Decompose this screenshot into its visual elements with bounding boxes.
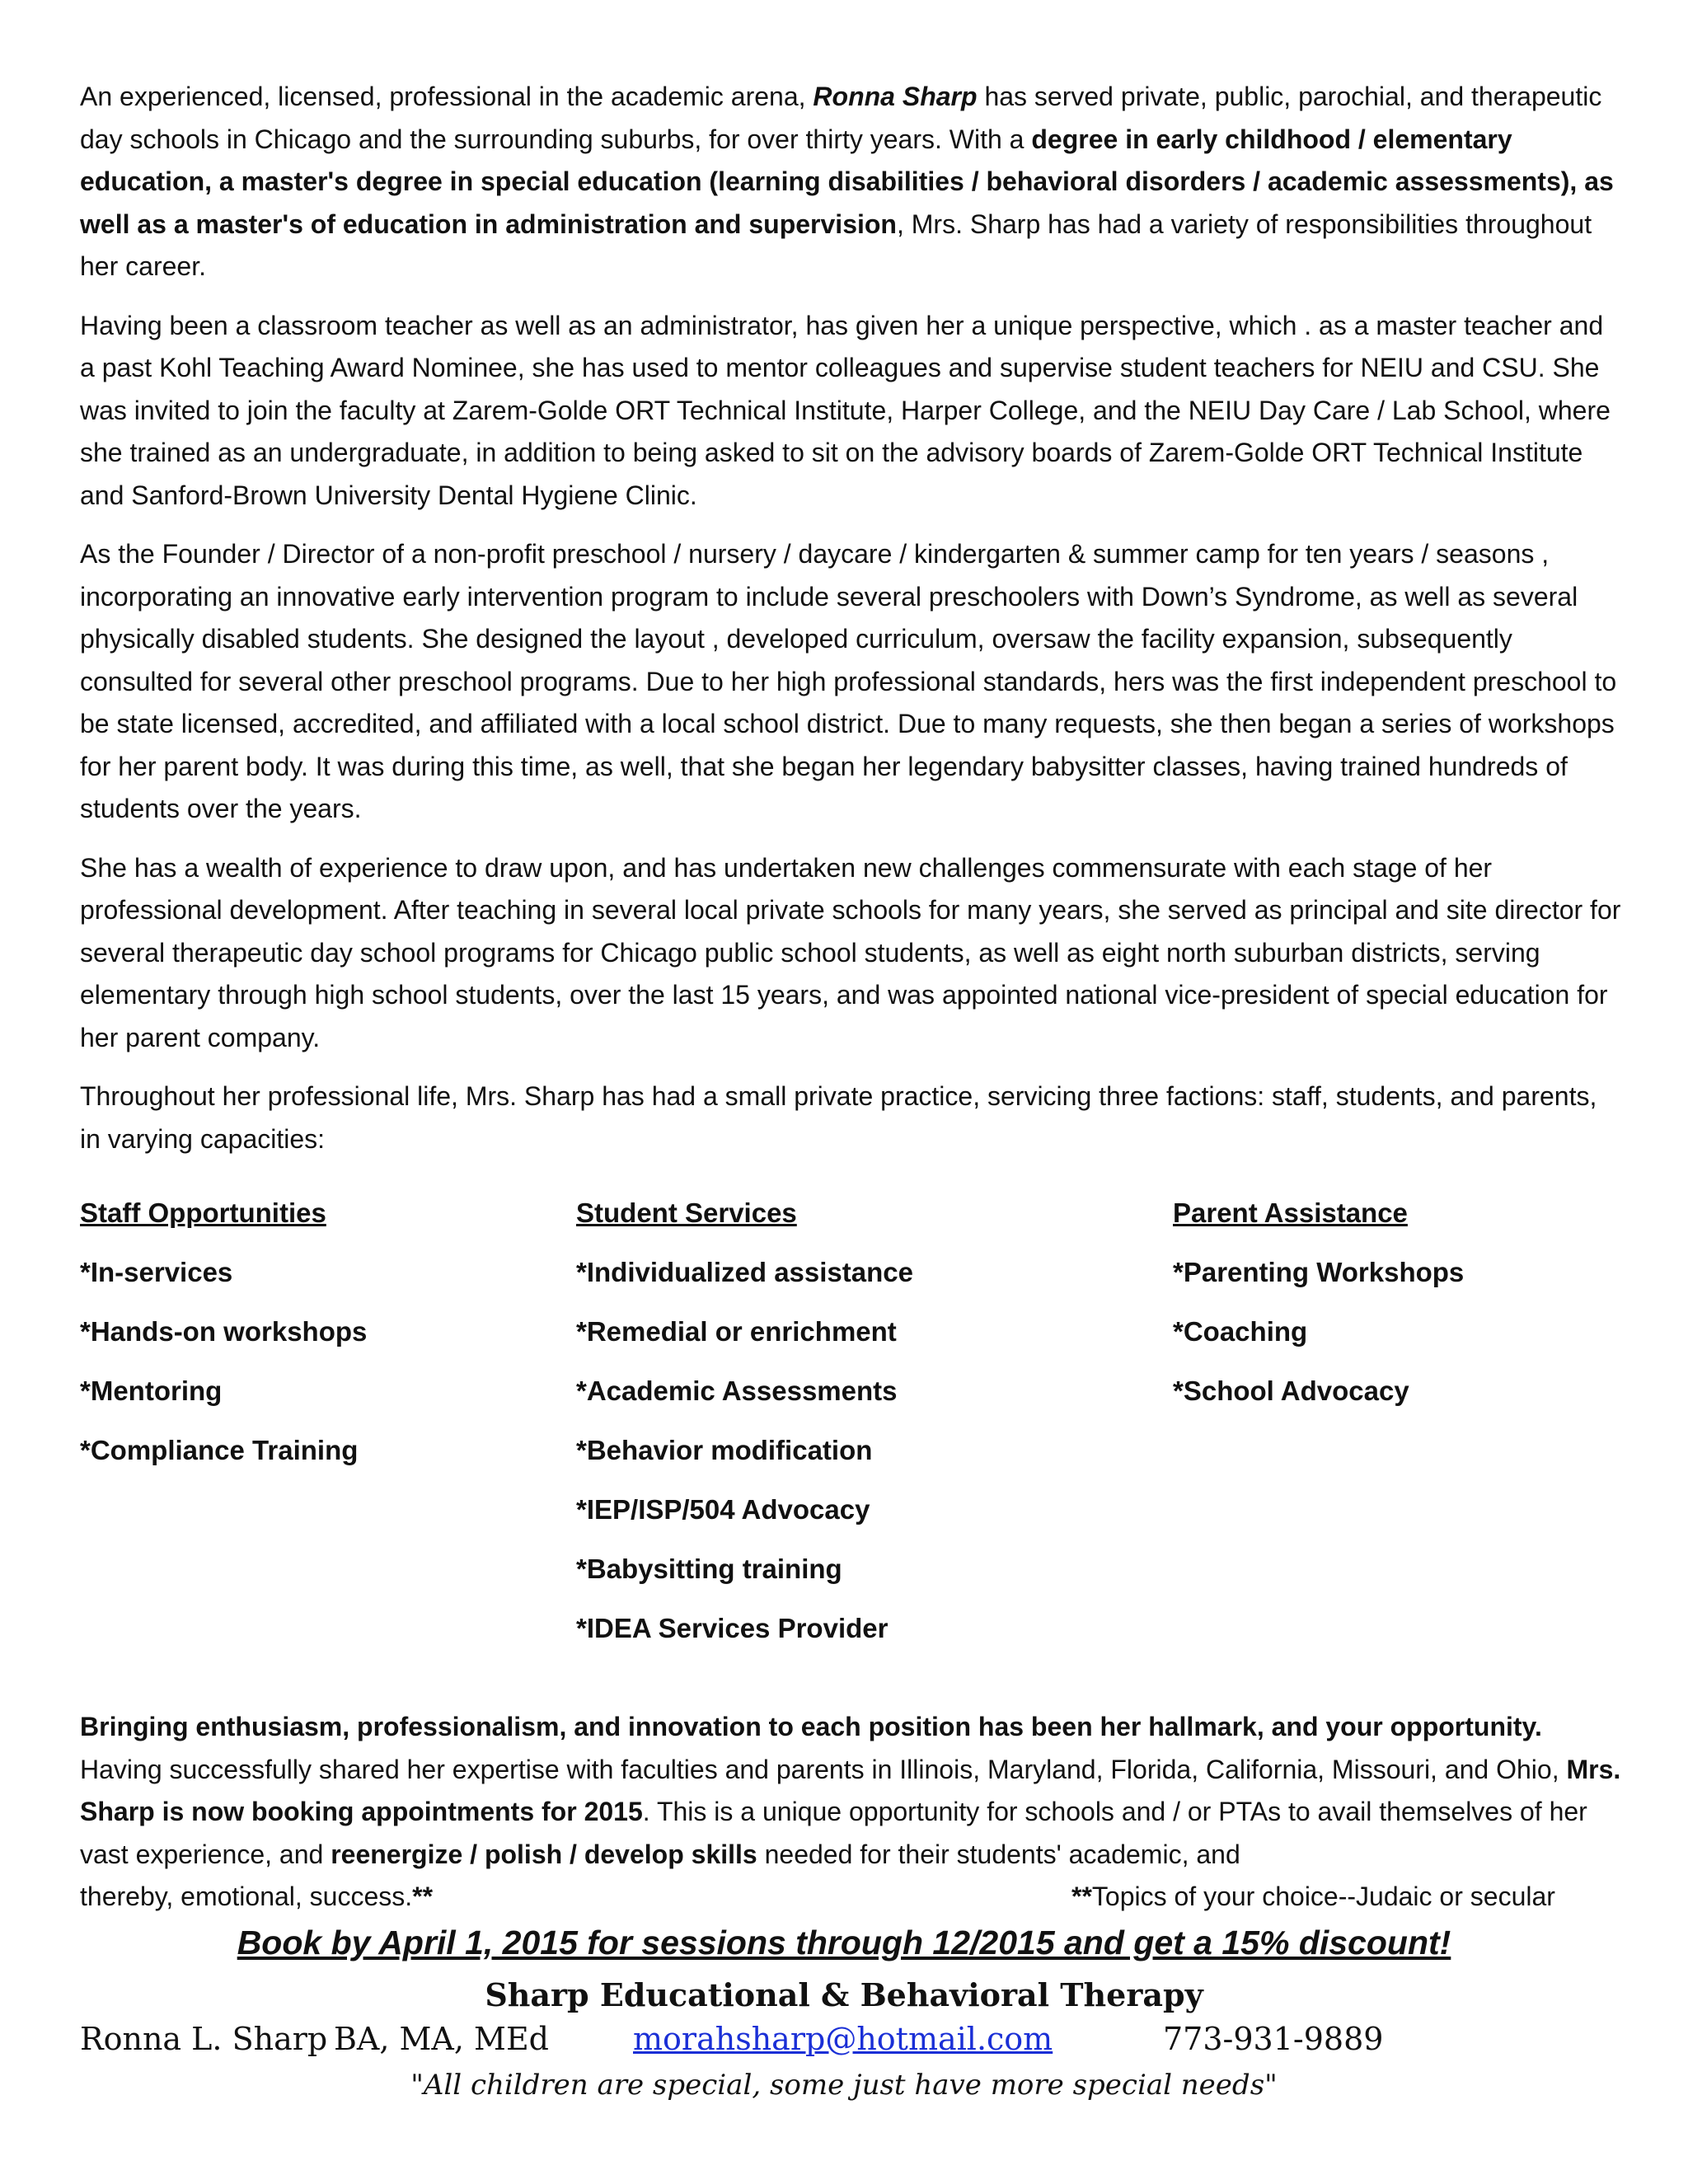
student-item: *IDEA Services Provider <box>576 1613 889 1643</box>
parent-column <box>1173 1197 1464 1434</box>
student-heading: Student Services <box>576 1197 797 1228</box>
practice-paragraph: Throughout her professional life, Mrs. Sharp has had a small private practice, servicing three factions: staff, students, and parents, in varying capacities: <box>80 1081 1597 1154</box>
topics-mark: ** <box>1071 1882 1092 1911</box>
student-item: *Babysitting training <box>576 1554 842 1584</box>
author-name: Ronna Sharp <box>813 82 978 111</box>
skills-text: reenergize / polish / develop skills <box>331 1839 757 1869</box>
intro-text-a: An experienced, licensed, professional in the academic arena, <box>80 82 814 111</box>
hallmark-text: Bringing enthusiasm, professionalism, and innovation to each position has been her hallmark, and your opportunity. <box>80 1712 1542 1741</box>
company-name: Sharp Educational & Behavioral Therapy <box>485 1976 1203 2013</box>
footnote-mark: ** <box>412 1882 434 1911</box>
closing-last-text: thereby, emotional, success. <box>80 1882 413 1911</box>
student-column <box>576 1197 913 1671</box>
student-item: *Remedial or enrichment <box>576 1316 897 1347</box>
intro-text-c: , Mrs. Sharp has had a variety of responsibilities throughout her career. <box>80 209 1592 281</box>
contact-name: Ronna L. Sharp <box>80 2021 328 2057</box>
student-item: *Academic Assessments <box>576 1376 898 1406</box>
document-body <box>80 76 1621 1919</box>
experience-paragraph: Having been a classroom teacher as well as an administrator, has given her a unique perspective, which . as a master teacher and a past Kohl Teaching Award Nominee, she has used to mentor colleagues and supervise student teachers for NEIU and CSU. She was invited to join the faculty at Zarem-Golde ORT Technical Institute, Harper College, and the NEIU Day Care / Lab School, where she trained as an undergraduate, in addition to being asked to sit on the advisory boards of Zarem-Golde ORT Technical Institute and Sanford-Brown University Dental Hygiene Clinic. <box>80 310 1611 510</box>
founder-paragraph: As the Founder / Director of a non-profit preschool / nursery / daycare / kindergarten & summer camp for ten years / seasons , incorporating an innovative early intervention program to include several preschoolers with Down’s Syndrome, as well as several physically disabled students. She designed the layout , developed curriculum, oversaw the facility expansion, subsequently consulted for several other preschool programs. Due to her high professional standards, hers was the first independent preschool to be state licensed, accredited, and affiliated with a local school district. Due to many requests, she then began a series of workshops for her parent body. It was during this time, as well, that she began her legendary babysitter classes, having trained hundreds of students over the years. <box>80 539 1617 823</box>
contact-credentials: BA, MA, MEd <box>334 2021 550 2057</box>
closing-text-b: . This is a unique opportunity for schools and / or PTAs to avail themselves of her vast experience, and <box>80 1797 1587 1869</box>
parent-heading: Parent Assistance <box>1173 1197 1408 1228</box>
closing-last-line <box>80 1876 1621 1919</box>
staff-item: *Hands-on workshops <box>80 1316 368 1347</box>
student-item: *Individualized assistance <box>576 1257 913 1287</box>
student-item: *Behavior modification <box>576 1435 873 1465</box>
staff-item: *Mentoring <box>80 1376 223 1406</box>
staff-column <box>80 1197 367 1493</box>
staff-heading: Staff Opportunities <box>80 1197 326 1228</box>
closing-paragraph <box>80 1706 1621 1919</box>
staff-item: *In-services <box>80 1257 233 1287</box>
email-link[interactable]: morahsharp@hotmail.com <box>633 2021 1053 2057</box>
booking-text: Mrs. Sharp is now booking appointments for 2015 <box>80 1754 1621 1826</box>
discount-offer: Book by April 1, 2015 for sessions through 12/2015 and get a 15% discount! <box>237 1924 1451 1961</box>
topics-text: Topics of your choice--Judaic or secular <box>1091 1882 1555 1911</box>
parent-item: *Parenting Workshops <box>1173 1257 1465 1287</box>
intro-paragraph <box>80 76 1621 288</box>
topics-note <box>1071 1876 1555 1919</box>
contact-phone: 773-931-9889 <box>1163 2021 1384 2057</box>
staff-item: *Compliance Training <box>80 1435 359 1465</box>
motto: "All children are special, some just have more special needs" <box>410 2069 1278 2102</box>
intro-text-b: has served private, public, parochial, and therapeutic day schools in Chicago and the surrounding suburbs, for over thirty years. With a <box>80 82 1602 154</box>
parent-item: *Coaching <box>1173 1316 1308 1347</box>
closing-text-a: Having successfully shared her expertise with faculties and parents in Illinois, Maryland, Florida, California, Missouri, and Ohio, <box>80 1754 1567 1784</box>
services-columns <box>80 1197 1621 1683</box>
student-item: *IEP/ISP/504 Advocacy <box>576 1494 870 1525</box>
degrees-text: degree in early childhood / elementary education, a master's degree in special education (learning disabilities / behavioral disorders / academic assessments), as well as a master's of education in administration and supervision <box>80 124 1614 239</box>
parent-item: *School Advocacy <box>1173 1376 1409 1406</box>
career-paragraph: She has a wealth of experience to draw upon, and has undertaken new challenges commensurate with each stage of her professional development. After teaching in several local private schools for many years, she served as principal and site director for several therapeutic day school programs for Chicago public school students, as well as eight north suburban districts, serving elementary through high school students, over the last 15 years, and was appointed national vice-president of special education for her parent company. <box>80 852 1621 1052</box>
closing-text-c: needed for their students' academic, and <box>757 1839 1240 1869</box>
